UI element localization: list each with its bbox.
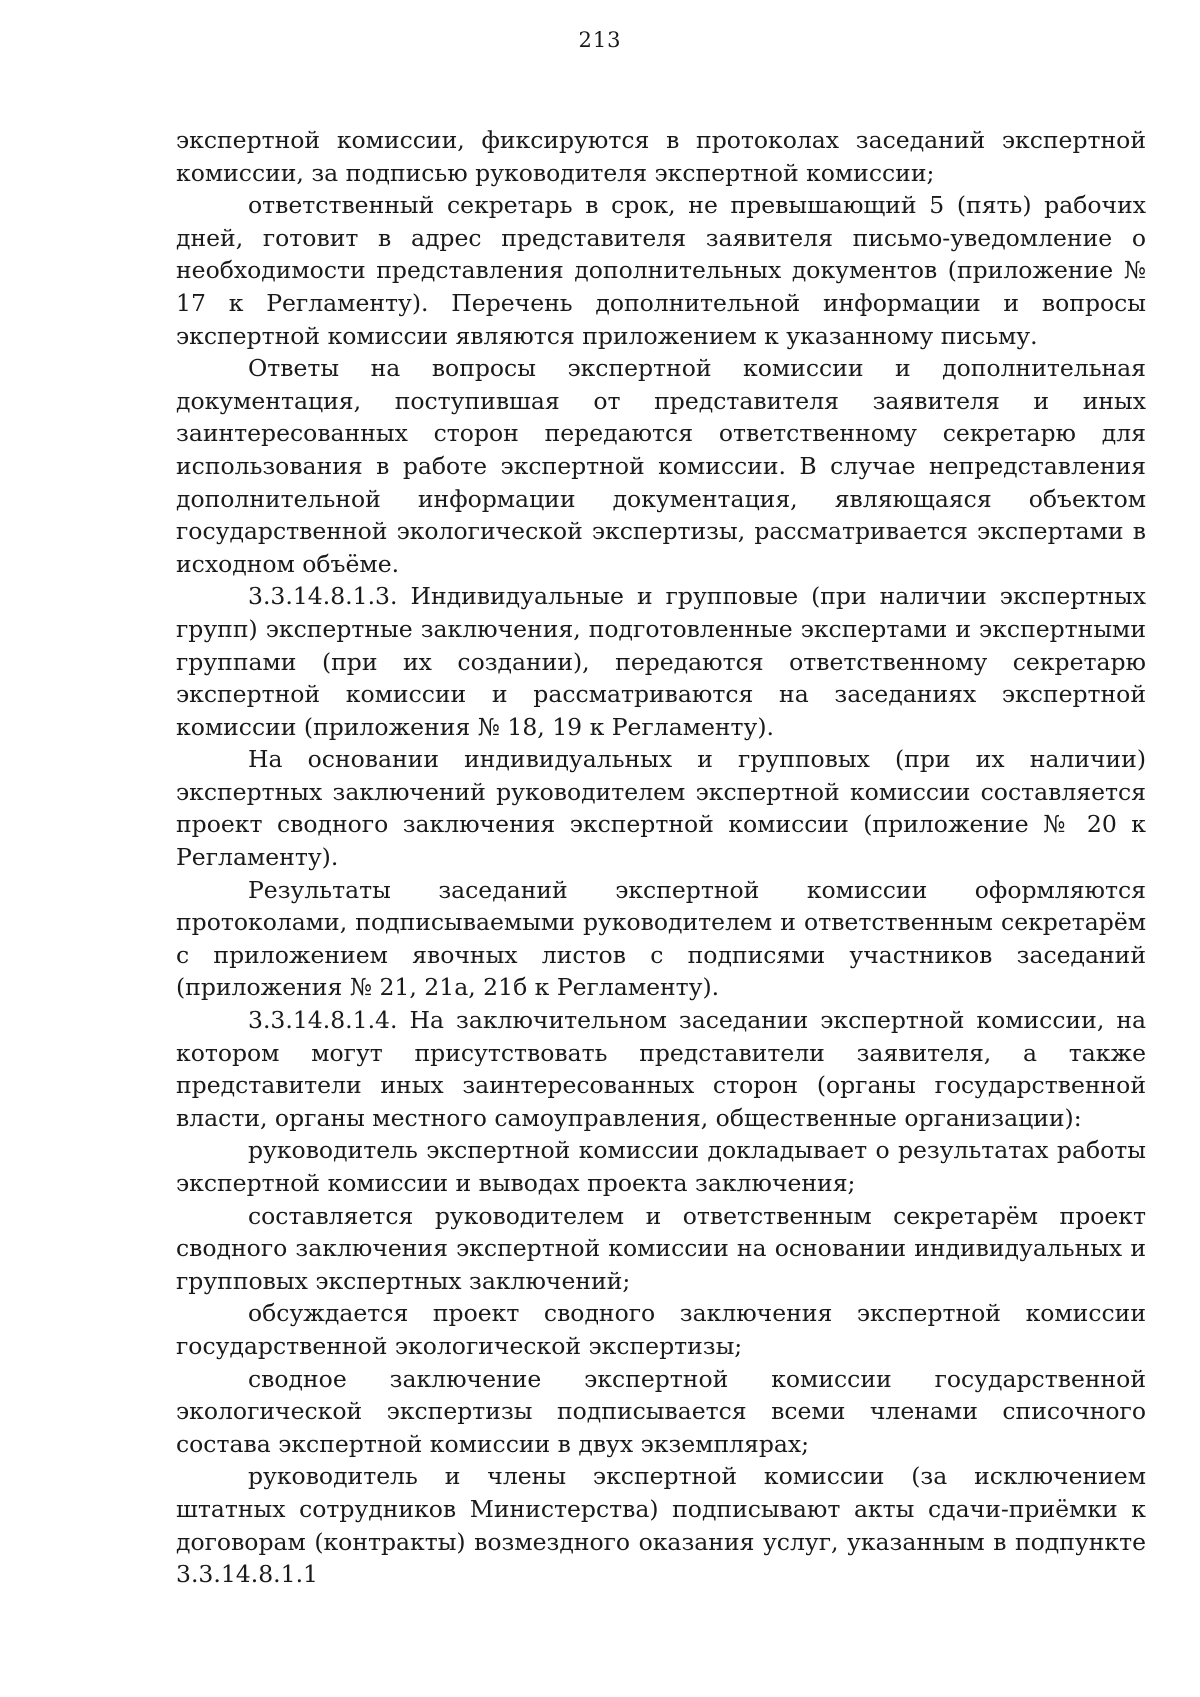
paragraph: сводное заключение экспертной комиссии государственной экологической экспертизы подписывается всеми членами списочного состава экспертной комиссии в двух экземплярах; [176,1364,1146,1458]
paragraph: экспертной комиссии, фиксируются в протоколах заседаний экспертной комиссии, за подписью руководителя экспертной комиссии; [176,126,1146,187]
paragraph: составляется руководителем и ответственным секретарём проект сводного заключения экспертной комиссии на основании индивидуальных и групповых экспертных заключений; [176,1201,1146,1295]
paragraph: На основании индивидуальных и групповых (при их наличии) экспертных заключений руководителем экспертной комиссии составляется проект сводного заключения экспертной комиссии (приложение № 20 к Регламенту). [176,745,1146,872]
paragraph: руководитель и члены экспертной комиссии (за исключением штатных сотрудников Министерства) подписывают акты сдачи-приёмки к договорам (контракты) возмездного оказания услуг, указанным в подпункте 3.3.14.8.1.1 [176,1462,1146,1589]
paragraph: 3.3.14.8.1.4. На заключительном заседании экспертной комиссии, на котором могут присутствовать представители заявителя, а также представители иных заинтересованных сторон (органы государственной власти, органы местного самоуправления, общественные организации): [176,1006,1146,1132]
paragraph: ответственный секретарь в срок, не превышающий 5 (пять) рабочих дней, готовит в адрес представителя заявителя письмо-уведомление о необходимости представления дополнительных документов (приложение № 17 к Регламенту). Перечень дополнительной информации и вопросы экспертной комиссии являются приложением к указанному письму. [176,191,1146,350]
paragraph: 3.3.14.8.1.3. Индивидуальные и групповые (при наличии экспертных групп) экспертные заключения, подготовленные экспертами и экспертными группами (при их создании), передаются ответственному секретарю экспертной комиссии и рассматриваются на заседаниях экспертной комиссии (приложения № 18, 19 к Регламенту). [176,582,1146,741]
page-number: 213 [578,28,622,52]
paragraph: обсуждается проект сводного заключения экспертной комиссии государственной экологической экспертизы; [176,1299,1146,1360]
paragraph: Ответы на вопросы экспертной комиссии и дополнительная документация, поступившая от представителя заявителя и иных заинтересованных сторон передаются ответственному секретарю для использования в работе экспертной комиссии. В случае непредставления дополнительной информации документация, являющаяся объектом государственной экологической экспертизы, рассматривается экспертами в исходном объёме. [176,354,1146,578]
paragraph: руководитель экспертной комиссии докладывает о результатах работы экспертной комиссии и выводах проекта заключения; [176,1136,1146,1197]
body-text [176,124,1146,1591]
paragraph: Результаты заседаний экспертной комиссии оформляются протоколами, подписываемыми руководителем и ответственным секретарём с приложением явочных листов с подписями участников заседаний (приложения № 21, 21а, 21б к Регламенту). [176,875,1146,1002]
